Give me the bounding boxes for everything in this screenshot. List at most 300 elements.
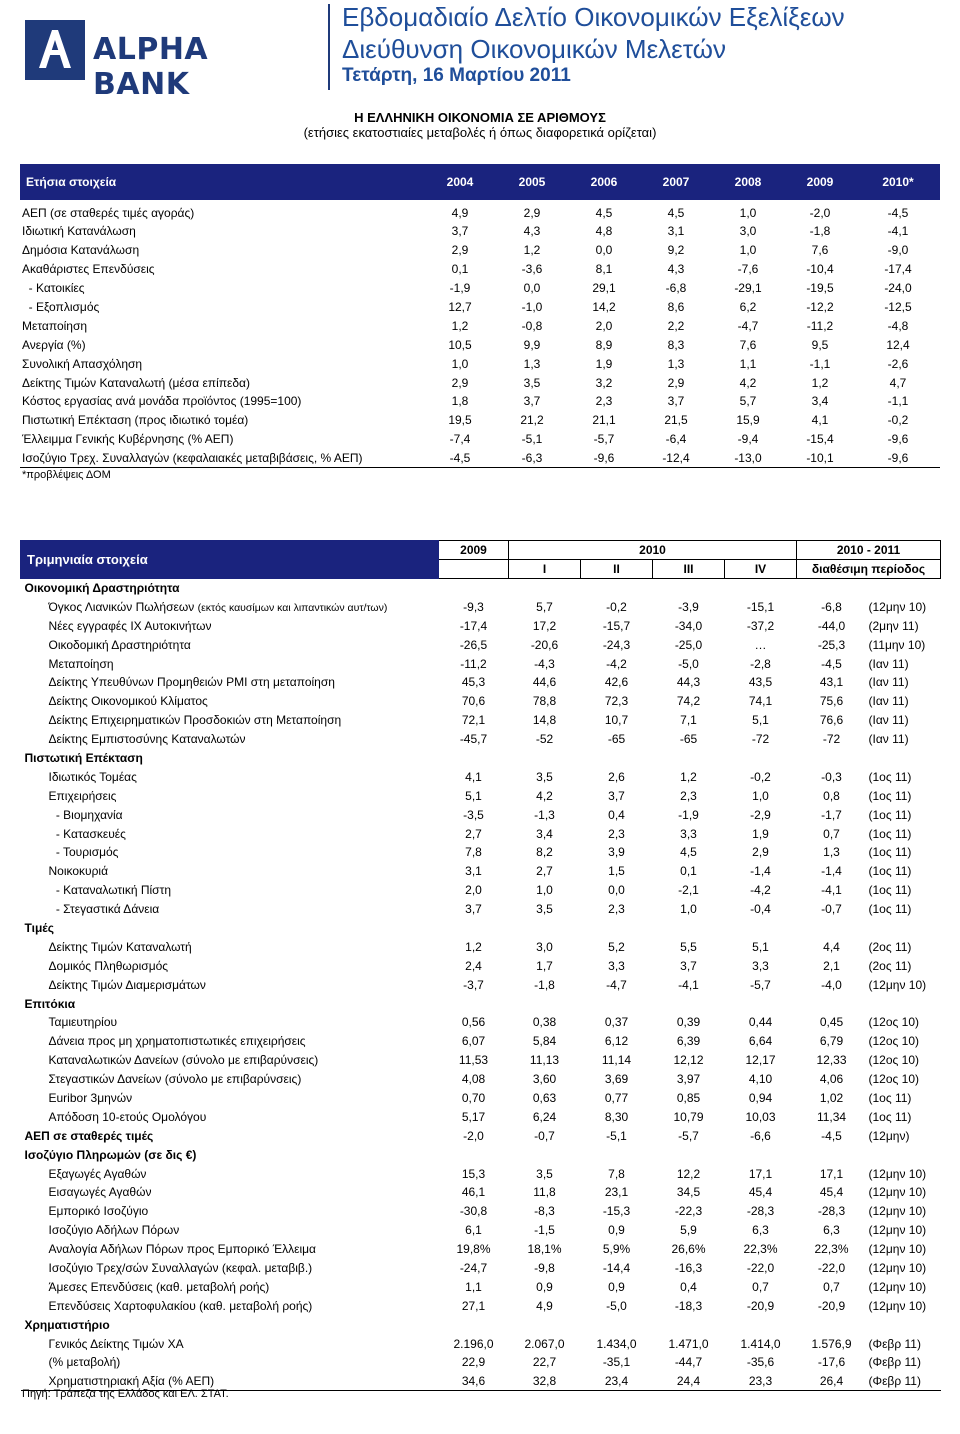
- value-cell: 23,1: [604, 1185, 629, 1200]
- value-cell: 0,1: [451, 262, 469, 277]
- value-cell: 0,9: [536, 1279, 553, 1294]
- value-cell: -37,2: [746, 618, 775, 633]
- value-cell: 2,1: [823, 958, 840, 973]
- table-row: [21, 1240, 941, 1259]
- value-cell: 6,3: [752, 1223, 769, 1238]
- table-row: [21, 616, 941, 635]
- value-cell: 1.434,0: [596, 1336, 637, 1351]
- table-row: [20, 373, 940, 392]
- value-cell: 2,9: [451, 375, 469, 390]
- row-label-text: Ισοζύγιο Αδήλων Πόρων: [48, 1223, 180, 1238]
- section-header-row: [21, 919, 941, 938]
- value-cell: 1,5: [608, 864, 625, 879]
- value-cell: 3,5: [523, 375, 541, 390]
- value-cell: 15,9: [736, 413, 760, 428]
- value-cell: -1,1: [809, 356, 831, 371]
- row-label-text: Στεγαστικών Δανείων (σύνολο με επιβαρύνσεις): [48, 1072, 302, 1087]
- row-label: [21, 1164, 439, 1183]
- row-label: Μεταποίηση: [22, 318, 88, 333]
- value-cell: -6,8: [821, 599, 842, 614]
- annual-data-table: [20, 164, 940, 468]
- value-cell: -5,0: [678, 656, 699, 671]
- table-row: [20, 411, 940, 430]
- row-label-text: Καταναλωτικών Δανείων (σύνολο με επιβαρύνσεις): [48, 1053, 319, 1068]
- period-cell: (Ιαν 11): [868, 656, 909, 671]
- row-label: Δείκτης Τιμών Καταναλωτή (μέσα επίπεδα): [22, 375, 250, 390]
- value-cell: 17,1: [819, 1166, 844, 1181]
- value-cell: 46,1: [461, 1185, 486, 1200]
- value-cell: -2,8: [750, 656, 771, 671]
- value-cell: 0,7: [823, 1279, 840, 1294]
- row-label: [21, 881, 439, 900]
- table-row: [20, 260, 940, 279]
- value-cell: -45,7: [459, 732, 488, 747]
- value-cell: 43,1: [819, 675, 844, 690]
- value-cell: 7,1: [680, 713, 697, 728]
- value-cell: 1,0: [680, 902, 697, 917]
- value-cell: 3,4: [536, 826, 553, 841]
- value-cell: 1,8: [451, 394, 469, 409]
- value-cell: 2,9: [752, 845, 769, 860]
- value-cell: -1,0: [521, 300, 543, 314]
- row-label: [21, 1032, 439, 1051]
- value-cell: 10,7: [604, 713, 629, 728]
- section-header-row: [21, 1315, 941, 1334]
- value-cell: 3,7: [451, 224, 469, 239]
- period-cell: (12μην 10): [868, 1298, 927, 1313]
- value-cell: 2,7: [465, 826, 482, 841]
- value-cell: -1,8: [809, 224, 831, 239]
- value-cell: 1,9: [595, 356, 613, 371]
- row-label-text: - Κατασκευές: [52, 826, 126, 841]
- value-cell: -44,0: [817, 618, 846, 633]
- table-row: [21, 1089, 941, 1108]
- blank-header-cell: [439, 560, 509, 579]
- value-cell: -5,7: [678, 1128, 699, 1143]
- value-cell: 6,07: [461, 1034, 486, 1049]
- value-cell: 1,2: [465, 939, 482, 954]
- table-row: [21, 1221, 941, 1240]
- alpha-bank-logo: [25, 20, 315, 102]
- value-cell: -20,6: [530, 637, 559, 652]
- header-divider: [328, 4, 330, 90]
- table-row: [21, 730, 941, 749]
- value-cell: 0,9: [608, 1223, 625, 1238]
- value-cell: 0,4: [608, 807, 625, 822]
- value-cell: 0,38: [532, 1015, 557, 1030]
- value-cell: 8,30: [604, 1109, 629, 1124]
- period-cell: (1ος 11): [868, 883, 912, 898]
- value-cell: 3,7: [680, 958, 697, 973]
- period-cell: (12μην 10): [868, 1166, 927, 1181]
- row-label: [21, 1013, 439, 1032]
- value-cell: 8,3: [667, 337, 685, 352]
- value-cell: -13,0: [712, 449, 784, 468]
- value-cell: 29,1: [592, 281, 616, 296]
- value-cell: -24,7: [459, 1261, 488, 1275]
- value-cell: 6,12: [604, 1034, 629, 1049]
- value-cell: 78,8: [532, 694, 557, 709]
- table-row: [21, 635, 941, 654]
- table-row: [21, 881, 941, 900]
- period-cell: (Ιαν 11): [868, 713, 909, 728]
- value-cell: 4,06: [819, 1072, 844, 1087]
- value-cell: -9,6: [568, 449, 640, 468]
- value-cell: -12,5: [884, 300, 912, 314]
- row-label: [21, 1277, 439, 1296]
- value-cell: -4,7: [606, 977, 627, 992]
- row-label-text: Οικοδομική Δραστηριότητα: [48, 637, 191, 652]
- table-row: [21, 824, 941, 843]
- value-cell: 3,5: [536, 902, 553, 917]
- value-cell: 5,7: [536, 599, 553, 614]
- table-row: [21, 1353, 941, 1372]
- value-cell: 2.067,0: [524, 1336, 565, 1351]
- table-row: [21, 1107, 941, 1126]
- value-cell: -15,3: [602, 1204, 631, 1219]
- value-cell: -17,6: [817, 1355, 846, 1370]
- value-cell: 0,94: [748, 1090, 773, 1105]
- value-cell: 4,5: [680, 845, 697, 860]
- table-row: [21, 673, 941, 692]
- value-cell: -20,9: [817, 1298, 846, 1313]
- value-cell: 1,3: [823, 845, 840, 860]
- table-row: [21, 1296, 941, 1315]
- value-cell: -0,4: [750, 902, 771, 917]
- quarterly-title-cell: Τριμηνιαία στοιχεία: [21, 541, 439, 579]
- value-cell: 76,6: [819, 713, 844, 728]
- value-cell: 1.414,0: [740, 1336, 781, 1351]
- period-cell: (12μην 10): [868, 1279, 927, 1294]
- value-cell: 0,8: [823, 788, 840, 803]
- year-header-cell: 2004: [424, 164, 496, 200]
- value-cell: 3,3: [680, 826, 697, 841]
- period-cell: (12ος 10): [868, 1034, 919, 1049]
- value-cell: 17,1: [748, 1166, 773, 1181]
- period-cell: (12ος 10): [868, 1072, 919, 1087]
- value-cell: 24,4: [653, 1372, 725, 1391]
- value-cell: 6,1: [465, 1223, 482, 1238]
- row-label-text: Δείκτης Υπευθύνων Προμηθειών PMI στη μεταποίηση: [48, 675, 335, 690]
- value-cell: -4,7: [737, 318, 759, 333]
- row-label: [21, 824, 439, 843]
- value-cell: 72,3: [604, 694, 629, 709]
- table-row: [21, 1070, 941, 1089]
- value-cell: -6,4: [665, 432, 687, 447]
- value-cell: -5,7: [750, 977, 771, 992]
- row-label: [21, 1051, 439, 1070]
- value-cell: -4,5: [887, 206, 909, 220]
- value-cell: 5,1: [752, 939, 769, 954]
- year-header-cell: 2007: [640, 164, 712, 200]
- value-cell: 9,9: [523, 337, 541, 352]
- bulletin-date: Τετάρτη, 16 Μαρτίου 2011: [342, 65, 571, 86]
- table-row: [21, 975, 941, 994]
- row-label-text: Εισαγωγές Αγαθών: [48, 1185, 152, 1200]
- quarter-header-cell: II: [581, 560, 653, 579]
- value-cell: -19,5: [806, 281, 834, 296]
- value-cell: 12,2: [676, 1166, 701, 1181]
- value-cell: 34,5: [676, 1185, 701, 1200]
- section-title: Ισοζύγιο Πληρωμών (σε δις €): [24, 1147, 197, 1162]
- value-cell: 9,2: [667, 243, 685, 258]
- value-cell: 3,7: [523, 394, 541, 409]
- value-cell: 72,1: [461, 713, 486, 728]
- quarter-header-cell: IV: [725, 560, 797, 579]
- period-cell: (2μην 11): [868, 618, 919, 633]
- value-cell: 21,1: [592, 413, 616, 428]
- row-label: [21, 786, 439, 805]
- row-label-text: Εξαγωγές Αγαθών: [48, 1166, 147, 1181]
- value-cell: -10,4: [806, 262, 834, 277]
- value-cell: 1,0: [536, 883, 553, 898]
- value-cell: -1,5: [534, 1223, 555, 1238]
- year-header-cell: 2009: [784, 164, 856, 200]
- year-header-cell: 2006: [568, 164, 640, 200]
- row-label-text: Ταμιευτηρίου: [48, 1015, 118, 1030]
- section-header-row: [21, 579, 941, 598]
- table-row: [20, 316, 940, 335]
- table-row: [21, 900, 941, 919]
- period-cell: (2ος 11): [868, 939, 912, 954]
- value-cell: 19,8%: [456, 1242, 491, 1257]
- row-label: [21, 673, 439, 692]
- value-cell: 11,13: [529, 1053, 560, 1068]
- row-label: Δημόσια Κατανάλωση: [22, 243, 140, 258]
- row-label-text: Δείκτης Τιμών Διαμερισμάτων: [48, 977, 206, 992]
- value-cell: 0,9: [608, 1279, 625, 1294]
- table-row: [20, 335, 940, 354]
- value-cell: 44,6: [532, 675, 557, 690]
- table-row: [21, 843, 941, 862]
- value-cell: 0,39: [676, 1015, 701, 1030]
- section-header-row: [21, 749, 941, 768]
- value-cell: 4,9: [536, 1298, 553, 1313]
- value-cell: 4,9: [451, 206, 469, 220]
- value-cell: 26,6%: [671, 1242, 706, 1257]
- year-header-cell: 2010*: [856, 164, 940, 200]
- table-row: [21, 692, 941, 711]
- value-cell: 0,63: [532, 1090, 557, 1105]
- row-label: [21, 1202, 439, 1221]
- row-label: Ισοζύγιο Τρεχ. Συναλλαγών (κεφαλαιακές μεταβιβάσεις, % ΑΕΠ): [20, 449, 424, 468]
- value-cell: -15,7: [602, 618, 631, 633]
- value-cell: -11,2: [806, 318, 834, 333]
- value-cell: 5,9: [680, 1223, 697, 1238]
- value-cell: -1,3: [534, 807, 555, 822]
- row-label-text: - Καταναλωτική Πίστη: [52, 883, 171, 898]
- row-label-text: Αναλογία Αδήλων Πόρων προς Εμπορικό Έλλειμα: [48, 1242, 316, 1257]
- value-cell: 5,1: [752, 713, 769, 728]
- value-cell: -20,9: [746, 1298, 775, 1313]
- row-label: [21, 862, 439, 881]
- period-cell: (12μην 10): [868, 1223, 927, 1238]
- value-cell: -26,5: [459, 637, 488, 652]
- value-cell: 4,2: [739, 375, 757, 390]
- value-cell: -7,4: [449, 432, 471, 447]
- value-cell: 1,2: [680, 769, 697, 784]
- value-cell: 0,77: [604, 1090, 629, 1105]
- value-cell: 3,9: [608, 845, 625, 860]
- row-label-text: - Βιομηχανία: [52, 807, 123, 822]
- value-cell: 5,17: [461, 1109, 486, 1124]
- value-cell: -2,0: [463, 1128, 484, 1143]
- row-label: - Κατοικίες: [22, 281, 85, 296]
- period-cell: (Φεβρ 11): [867, 1372, 941, 1391]
- value-cell: 3,5: [536, 769, 553, 784]
- value-cell: -9,6: [887, 432, 909, 447]
- value-cell: -0,7: [534, 1128, 555, 1143]
- value-cell: -14,4: [602, 1261, 631, 1275]
- value-cell: -4,1: [887, 224, 909, 239]
- row-label-text: Δείκτης Εμπιστοσύνης Καταναλωτών: [48, 732, 246, 747]
- value-cell: 2,0: [465, 883, 482, 898]
- period-cell: (1ος 11): [868, 1109, 912, 1124]
- value-cell: 11,34: [816, 1109, 847, 1124]
- row-label: Συνολική Απασχόληση: [22, 356, 143, 371]
- row-label-text: Απόδοση 10-ετούς Ομολόγου: [48, 1109, 207, 1124]
- value-cell: -0,2: [750, 769, 771, 784]
- row-label: [21, 635, 439, 654]
- year-header-cell: 2008: [712, 164, 784, 200]
- value-cell: 3,0: [536, 939, 553, 954]
- row-label-text: Επενδύσεις Χαρτοφυλακίου (καθ. μεταβολή ροής): [48, 1298, 313, 1313]
- value-cell: 4,5: [667, 206, 685, 220]
- value-cell: -22,0: [817, 1261, 846, 1275]
- row-label-text: Δείκτης Επιχειρηματικών Προσδοκιών στη Μεταποίηση: [48, 713, 342, 728]
- period-cell: (Ιαν 11): [868, 732, 909, 747]
- department-title: Διεύθυνση Οικονομικών Μελετών: [342, 34, 726, 64]
- value-cell: -4,3: [534, 656, 555, 671]
- row-label: [21, 900, 439, 919]
- value-cell: 74,1: [748, 694, 773, 709]
- value-cell: -0,2: [606, 599, 627, 614]
- row-label: [21, 956, 439, 975]
- row-label-text: - Τουρισμός: [52, 845, 119, 860]
- period-cell: (12μην): [868, 1128, 910, 1143]
- value-cell: -2,6: [887, 356, 909, 371]
- value-cell: -15,4: [806, 432, 834, 447]
- value-cell: 1,3: [523, 356, 541, 371]
- value-cell: 22,9: [461, 1355, 486, 1370]
- value-cell: 26,4: [797, 1372, 867, 1391]
- period-cell: (1ος 11): [868, 1090, 912, 1105]
- table-row: [20, 222, 940, 241]
- table-row: [21, 654, 941, 673]
- value-cell: 3,69: [604, 1072, 629, 1087]
- value-cell: 1,0: [752, 788, 769, 803]
- value-cell: 2,9: [523, 206, 541, 220]
- value-cell: -28,3: [817, 1204, 846, 1219]
- value-cell: 3,7: [465, 902, 482, 917]
- table-row: [20, 354, 940, 373]
- value-cell: -35,1: [602, 1355, 631, 1370]
- row-label: [21, 975, 439, 994]
- value-cell: -12,2: [806, 300, 834, 314]
- value-cell: 11,14: [601, 1053, 632, 1068]
- value-cell: 1,7: [536, 958, 553, 973]
- value-cell: 2,9: [451, 243, 469, 258]
- value-cell: 7,8: [608, 1166, 625, 1181]
- value-cell: 23,3: [725, 1372, 797, 1391]
- value-cell: 10,79: [673, 1109, 704, 1124]
- value-cell: 3,5: [536, 1166, 553, 1181]
- value-cell: 0,1: [680, 864, 697, 879]
- value-cell: 8,2: [536, 845, 553, 860]
- value-cell: 1,3: [667, 356, 685, 371]
- value-cell: 5,9%: [602, 1242, 631, 1257]
- main-subtitle: (ετήσιες εκατοστιαίες μεταβολές ή όπως διαφορετικά ορίζεται): [303, 125, 657, 140]
- value-cell: 4,1: [465, 769, 482, 784]
- value-cell: -4,1: [678, 977, 699, 992]
- table-row: [21, 937, 941, 956]
- quarter-header-cell: III: [653, 560, 725, 579]
- value-cell: 2,4: [465, 958, 482, 973]
- row-label-text: Δάνεια προς μη χρηματοπιστωτικές επιχειρήσεις: [48, 1034, 306, 1049]
- quarterly-data-table: [20, 540, 941, 1391]
- value-cell: -5,1: [606, 1128, 627, 1143]
- table-row: [21, 1051, 941, 1070]
- value-cell: -18,3: [674, 1298, 703, 1313]
- row-label: ΑΕΠ (σε σταθερές τιμές αγοράς): [22, 206, 195, 220]
- row-label: [21, 843, 439, 862]
- value-cell: -6,3: [496, 449, 568, 468]
- value-cell: 22,3%: [743, 1242, 778, 1257]
- value-cell: 4,3: [523, 224, 541, 239]
- value-cell: 5,5: [680, 939, 697, 954]
- section-title: Χρηματιστήριο: [24, 1317, 110, 1332]
- table-row: [21, 767, 941, 786]
- table-row: [21, 1202, 941, 1221]
- value-cell: 7,6: [739, 337, 757, 352]
- value-cell: 0,0: [523, 281, 541, 296]
- value-cell: 19,5: [448, 413, 472, 428]
- value-cell: 12,33: [816, 1053, 847, 1068]
- table-row: [20, 241, 940, 260]
- value-cell: -3,9: [678, 599, 699, 614]
- row-label: [21, 597, 439, 616]
- value-cell: 7,8: [465, 845, 482, 860]
- row-label: [21, 616, 439, 635]
- row-label-text: Δείκτης Οικονομικού Κλίματος: [48, 694, 208, 709]
- row-label-text: Δομικός Πληθωρισμός: [48, 958, 169, 973]
- value-cell: 21,5: [664, 413, 688, 428]
- value-cell: -72: [822, 732, 841, 747]
- table-row: [21, 1032, 941, 1051]
- period-cell: (12ος 10): [868, 1015, 919, 1030]
- value-cell: 5,7: [739, 394, 757, 409]
- year-header-cell: 2005: [496, 164, 568, 200]
- row-label-text: Όγκος Λιανικών Πωλήσεων: [48, 599, 195, 614]
- main-title: Η ΕΛΛΗΝΙΚΗ ΟΙΚΟΝΟΜΙΑ ΣΕ ΑΡΙΘΜΟΥΣ: [354, 110, 606, 125]
- row-label: Κόστος εργασίας ανά μονάδα προϊόντος (1995=100): [22, 394, 302, 409]
- value-cell: -15,1: [746, 599, 775, 614]
- value-cell: 42,6: [604, 675, 629, 690]
- value-cell: 3,0: [739, 224, 757, 239]
- value-cell: 1,2: [523, 243, 541, 258]
- value-cell: 22,7: [532, 1355, 557, 1370]
- table-row: [21, 1277, 941, 1296]
- row-label: Πιστωτική Επέκταση (προς ιδιωτικό τομέα): [22, 413, 249, 428]
- value-cell: 0,7: [752, 1279, 769, 1294]
- value-cell: -34,0: [674, 618, 703, 633]
- value-cell: 4,2: [536, 788, 553, 803]
- value-cell: 18,1%: [527, 1242, 562, 1257]
- row-label-text: Μεταποίηση: [48, 656, 114, 671]
- value-cell: 3,1: [667, 224, 685, 239]
- period-cell: (12ος 10): [868, 1053, 919, 1068]
- value-cell: 6,64: [748, 1034, 773, 1049]
